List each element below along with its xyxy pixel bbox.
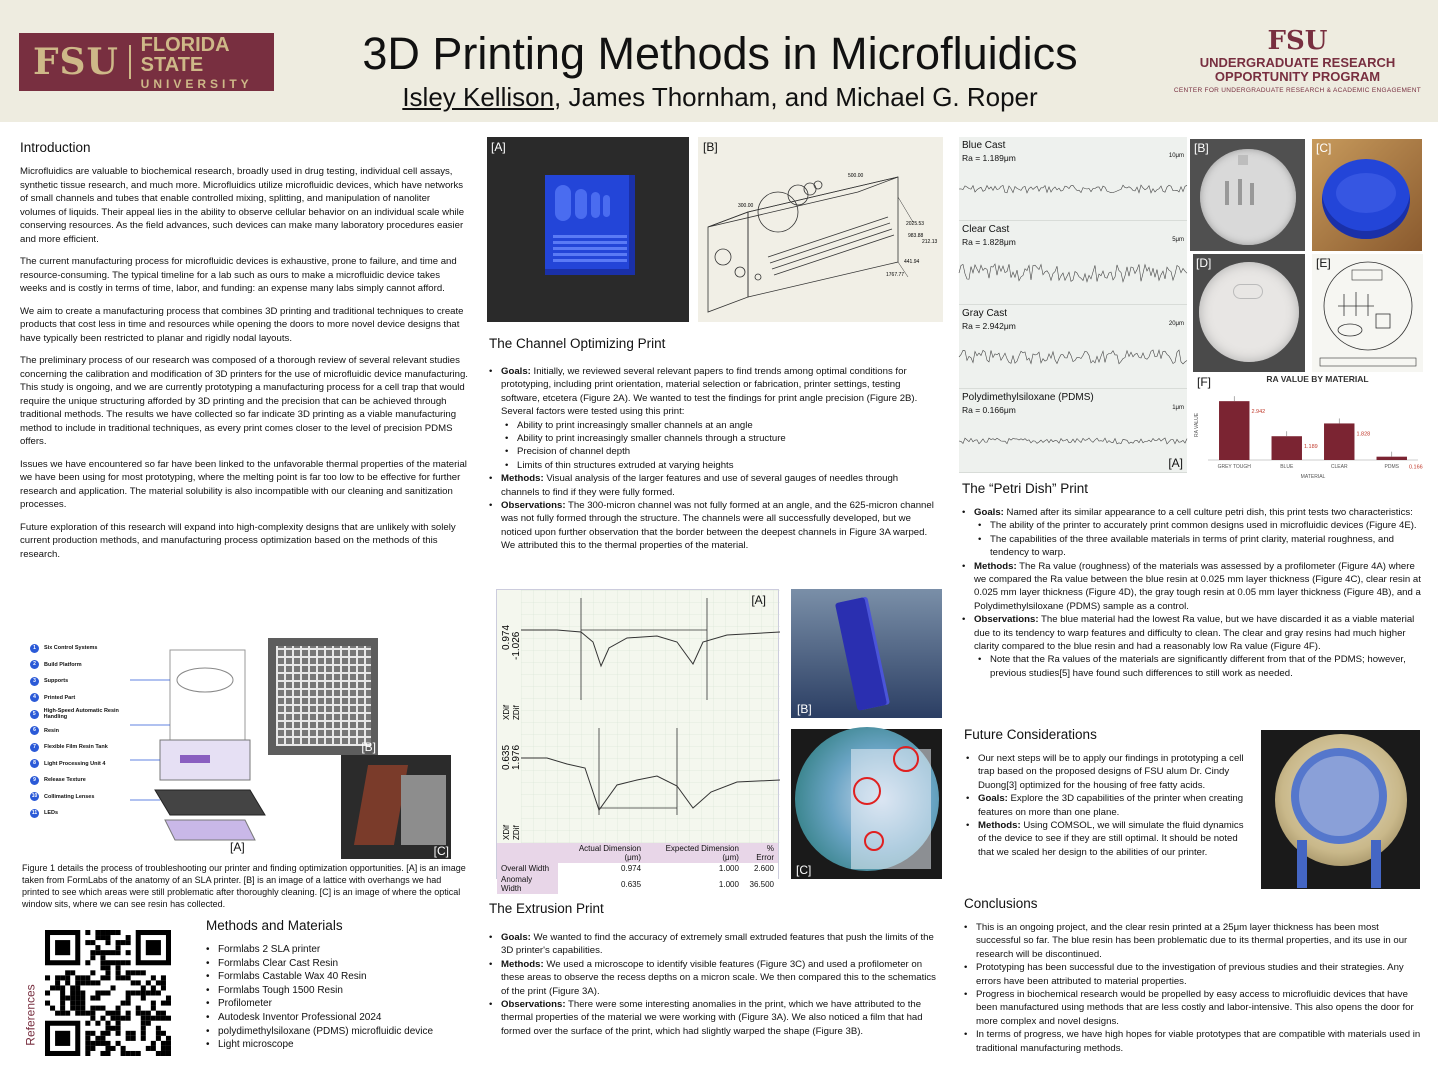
methods-item: • polydimethylsiloxane (PDMS) microfluidic device [206, 1025, 466, 1039]
future-goals-item [966, 792, 1248, 819]
logo-divider [129, 45, 131, 79]
table-cell: 1.000 [645, 863, 743, 874]
fsu-logo-mark: FSU [33, 41, 119, 83]
goals-text: Explore the 3D capabilities of the printer when creating features on more than one plane. [978, 793, 1244, 818]
methods-item: • Formlabs 2 SLA printer [206, 943, 466, 957]
figure-4b-gray-print-photo [1190, 139, 1305, 251]
ra-bar-chart [1190, 372, 1425, 482]
methods-list [206, 943, 466, 1052]
table-header [497, 843, 558, 863]
legend-label: Six Control Systems [44, 645, 98, 652]
profile-scale: 20μm [1168, 321, 1184, 327]
profile-stack [959, 137, 1187, 473]
profile-ra: Ra = 2.942μm [962, 321, 1016, 331]
legend-item [30, 789, 140, 806]
legend-item [30, 673, 140, 690]
fig4-label-f: [F] [1197, 375, 1211, 389]
legend-item [30, 805, 140, 822]
fig4-label-a: [A] [1168, 456, 1183, 470]
chart-x-label: MATERIAL [1300, 474, 1326, 480]
legend-item [30, 772, 140, 789]
figure-2b-channel-schematic [698, 137, 943, 322]
profile-ra: Ra = 0.166μm [962, 405, 1016, 415]
references-label: References [23, 984, 38, 1046]
table-cell: 0.974 [558, 863, 645, 874]
profile-name: Gray Cast [962, 308, 1008, 319]
legend-number: 7 [30, 743, 39, 752]
figure-1c-optical-window-photo [341, 755, 451, 859]
methods-item: • Autodesk Inventor Professional 2024 [206, 1011, 466, 1025]
chart-category-label: PDMS [1384, 464, 1399, 470]
profile-ra: Ra = 1.828μm [962, 237, 1016, 247]
plot2-axis2: ZDif [512, 825, 521, 840]
table-cell: Overall Width [497, 863, 558, 874]
legend-label: High-Speed Automatic Resin Handling [43, 708, 119, 721]
methods-label: Methods: [978, 820, 1021, 832]
chart-data-label: 0.166 [1408, 464, 1423, 471]
legend-number: 8 [30, 759, 39, 768]
profile-name: Blue Cast [962, 140, 1006, 151]
petri-methods-item [962, 560, 1424, 614]
chart-title: RA VALUE BY MATERIAL [1266, 374, 1369, 384]
references-qr-code[interactable] [45, 930, 171, 1056]
fig2-label-a: [A] [491, 140, 506, 154]
chart-category-label: BLUE [1280, 464, 1294, 470]
chart-data-label: 1.828 [1356, 431, 1371, 438]
profilometer-plots [497, 590, 780, 845]
fig4-label-d: [D] [1196, 256, 1212, 270]
poster-title: 3D Printing Methods in Microfluidics [362, 28, 1078, 79]
printer-legend [30, 640, 140, 822]
legend-number: 5 [30, 710, 39, 719]
intro-paragraph: Microfluidics are valuable to biochemical research, broadly used in drug testing, individual cell assays, synthetic tissue research, and much more. Microfluidics utilize microfluidic devices, which have networks of small channels and tubes that enable controlled mixing, splitting, and manipulation of nanoliter volumes of liquids. Their appeal lies in the ability to observe cellular behavior on an individual scale while conserving resources. As the field advances, such devices can make many laboratory procedures easier and more efficient. [20, 166, 465, 245]
methods-label: Methods: [501, 958, 544, 970]
table-cell: 1.000 [645, 874, 743, 894]
methods-heading: Methods and Materials [206, 918, 343, 933]
methods-text: Using COMSOL, we will simulate the fluid dynamics of the device to see if they are still optimal. It should be noted that we scaled her design to the abilities of our printer. [978, 820, 1244, 858]
goals-label: Goals: [501, 932, 531, 943]
legend-item [30, 690, 140, 707]
plot1-value1: 0.974 [501, 624, 512, 650]
legend-item [30, 739, 140, 756]
legend-number: 4 [30, 693, 39, 702]
dim-label: 1767.77 [886, 272, 905, 278]
methods-item: • Formlabs Castable Wax 40 Resin [206, 970, 466, 984]
dim-label: 2025.53 [906, 221, 925, 227]
methods-item: • Profilometer [206, 997, 466, 1011]
urop-logo-line1: UNDERGRADUATE RESEARCH [1199, 55, 1396, 70]
conclusion-item: • In terms of progress, we have high hopes for viable prototypes that are compatible with materials used in traditional manufacturing methods. [964, 1028, 1424, 1055]
extrusion-methods-item [489, 958, 939, 998]
channel-list [489, 365, 939, 553]
urop-logo [1170, 26, 1425, 94]
petri-note-list [974, 653, 1424, 680]
petri-goals-item [962, 506, 1424, 560]
legend-item [30, 640, 140, 657]
legend-item [30, 706, 140, 723]
table-cell: 36.500 [743, 874, 778, 894]
dim-label: 300.00 [738, 203, 754, 209]
co-authors: , James Thornham, and Michael G. Roper [554, 82, 1038, 112]
channel-sub-item: • Ability to print increasingly smaller channels through a structure [505, 432, 939, 445]
fig2-label-b: [B] [703, 140, 718, 154]
legend-label: LEDs [44, 810, 59, 817]
table-header-row [497, 843, 778, 863]
intro-paragraph: The preliminary process of our research was composed of a thorough review of several relevant studies concerning the calibration and modification of 3D printers for the use of microfluidic device manufacturing. This study is ongoing, and we are currently prototyping a manufacturing process for a cell trap that would require the unique structuring afforded by 3D printing and the precision that can be achieved through traditional methods. The results we have collected so far indicate 3D printing as a viable manufacturing method to include in traditional techniques, as every print comes closer to the level of precision PDMS offers. [20, 355, 468, 447]
legend-label: Flexible Film Resin Tank [44, 744, 108, 751]
plot1-value2: -1.026 [511, 631, 522, 660]
observations-text: The blue material had the lowest Ra value, but we have discarded it as a viable material due to its tendency to warp features and difficulty to clean. The clear and gray resins had much higher clarity compared to the blue resin and had a reasonably low Ra value (Figure 4F). [974, 614, 1415, 653]
figure-1b-lattice-photo [268, 638, 378, 755]
legend-number: 9 [30, 776, 39, 785]
fig1-label-c: [C] [433, 844, 449, 858]
methods-item: • Formlabs Tough 1500 Resin [206, 984, 466, 998]
roughness-profile [959, 305, 1187, 389]
table-header: Actual Dimension (μm) [558, 843, 645, 863]
dim-label: 441.94 [904, 259, 920, 265]
profile-ra: Ra = 1.189μm [962, 153, 1016, 163]
channel-sub-item: • Limits of thin structures extruded at varying heights [505, 459, 939, 472]
intro-paragraph: Issues we have encountered so far have been linked to the unfavorable thermal properties of the material we have been using for most prototyping, where the melting point is far too low to be effective for further research and application. The material solubility is also incompatible with our cleaning and sanitization processes. [20, 458, 467, 510]
profile-scale: 10μm [1168, 153, 1184, 159]
profile-scale: 1μm [1172, 405, 1184, 411]
methods-text: We used a microscope to identify visible features (Figure 3C) and used a profilometer on these areas to observe the recess depths on a micron scale. We then compared this to the schematics of the print (Figure 3A). [501, 958, 936, 997]
urop-logo-line2: OPPORTUNITY PROGRAM [1214, 69, 1381, 84]
fig3-label-a: [A] [751, 593, 766, 607]
channel-sub-item: • Precision of channel depth [505, 445, 939, 458]
chart-bar [1324, 423, 1354, 460]
petri-sub-list [974, 519, 1424, 559]
lead-author: Isley Kellison [402, 82, 555, 112]
plot1-axis2: ZDif [512, 705, 521, 720]
plot2-value1: 0.635 [501, 744, 512, 770]
methods-text: The Ra value (roughness) of the materials was assessed by a profilometer (Figure 4A) where we compared the Ra value between the blue resin at 0.025 mm layer thickness (Figure 4C), clear resin at 0.025 mm layer thickness (Figure 4D), the gray tough resin at 0.05 mm layer thickness (Figure 4B), and a Polydimethylsiloxane (PDMS) sample as a control. [974, 560, 1421, 612]
legend-label: Release Texture [44, 777, 86, 784]
fsu-logo-line2: UNIVERSITY [140, 76, 253, 91]
chart-bar [1272, 436, 1302, 460]
extrusion-goals-item [489, 931, 939, 958]
chart-y-label: RA VALUE [1194, 412, 1200, 438]
legend-item [30, 756, 140, 773]
figure-1a-printer-anatomy [30, 640, 260, 860]
methods-label: Methods: [501, 473, 544, 485]
references-label-box [20, 980, 40, 1055]
petri-note: • Note that the Ra values of the materials are significantly different from that of the PDMS; however, previous studies[5] have found such differences to still work as needed. [978, 653, 1424, 680]
legend-number: 10 [31, 793, 38, 800]
extrusion-heading: The Extrusion Print [489, 901, 604, 916]
channel-sub-item: • Ability to print increasingly smaller channels at an angle [505, 419, 939, 432]
petri-sub-item: • The ability of the printer to accurately print common designs used in microfluidic devices (Figure 4E). [978, 519, 1424, 532]
poster-authors [300, 82, 1140, 113]
legend-number: 6 [30, 726, 39, 735]
future-heading: Future Considerations [964, 727, 1097, 742]
petri-sub-item: • The capabilities of the three available materials in terms of print clarity, material roughness, and tendency to warp. [978, 533, 1424, 560]
figure-3b-warped-print-photo [791, 589, 942, 718]
dim-label: 500.00 [848, 173, 864, 179]
dim-label: 212.13 [922, 239, 938, 245]
conclusion-item: • Prototyping has been successful due to the investigation of previous studies and their strategies. Any errors have been attributed to material properties. [964, 961, 1424, 988]
legend-number: 2 [30, 660, 39, 669]
plot1-axis1: XDif [502, 704, 511, 720]
observations-text: The 300-micron channel was not fully formed at an angle, and the 625-micron channel was not fully formed through the structure. The channels were all successfully developed, but we noticed upon further observation that the border between the deepest channels in Figure 3A warped. We attributed this to the thermal properties of the material. [501, 500, 934, 552]
plot2-axis1: XDif [502, 824, 511, 840]
chart-data-label: 2.942 [1251, 409, 1266, 416]
conclusions-heading: Conclusions [964, 896, 1038, 911]
roughness-profile [959, 389, 1187, 473]
legend-label: Collimating Lenses [44, 793, 95, 800]
legend-label: Printed Part [44, 694, 76, 701]
urop-logo-line3: CENTER FOR UNDERGRADUATE RESEARCH & ACADEMIC ENGAGEMENT [1173, 87, 1422, 94]
figure-2a-channel-print-photo [487, 137, 689, 322]
table-header: % Error [743, 843, 778, 863]
fig1-label-b: [B] [361, 740, 376, 754]
fsu-logo-line1: FLORIDA STATE [140, 33, 229, 76]
urop-logo-mark: FSU [1267, 26, 1328, 56]
observations-label: Observations: [501, 999, 566, 1011]
dim-label: 983.88 [908, 233, 924, 239]
future-methods-item [966, 819, 1248, 859]
chart-data-label: 1.189 [1303, 444, 1318, 451]
observations-label: Observations: [974, 614, 1039, 626]
intro-heading: Introduction [20, 140, 91, 155]
legend-label: Resin [44, 727, 59, 734]
legend-number: 11 [31, 809, 38, 816]
channel-heading: The Channel Optimizing Print [489, 336, 666, 351]
dimension-table [497, 843, 778, 894]
table-header: Expected Dimension (μm) [645, 843, 743, 863]
figure-4a-roughness-profiles [959, 137, 1187, 473]
fsu-logo [19, 33, 274, 91]
goals-text: Initially, we reviewed several relevant papers to find trends among optimal conditions for prototyping, including print orientation, material selection or fabrication, printer settings, testing software, etcetera (Figure 2A). We wanted to test the findings for print angle precision (Figure 2B). Several factors were tested using this print: [501, 366, 918, 418]
observations-label: Observations: [501, 500, 566, 512]
table-row [497, 874, 778, 894]
legend-item [30, 723, 140, 740]
legend-label: Light Processing Unit 4 [44, 760, 106, 767]
channel-sub-list [501, 419, 939, 473]
fig3-label-b: [B] [797, 702, 812, 716]
conclusions-list [964, 921, 1424, 1055]
table-cell: 0.635 [558, 874, 645, 894]
figure-3c-microscope-photo [791, 729, 942, 879]
table-row [497, 863, 778, 874]
channel-observations-item [489, 499, 939, 553]
profile-scale: 5μm [1172, 237, 1184, 243]
printer-diagram [130, 640, 280, 850]
chart-bar [1377, 457, 1407, 460]
petri-observations-item [962, 613, 1424, 680]
figure-4c-blue-print-photo [1312, 139, 1422, 251]
profile-name: Polydimethylsiloxane (PDMS) [962, 392, 1094, 403]
chart-category-label: CLEAR [1330, 464, 1348, 470]
channel-goals-item [489, 365, 939, 472]
intro-body [20, 165, 468, 570]
cell-trap-microscope-photo [1261, 730, 1420, 889]
intro-paragraph: The current manufacturing process for microfluidic devices is exhaustive, prone to failure, and time and resource-consuming. The typical timeline for a lab such as ours to make a microfluidic device takes weeks and is costly in terms of time, labor, and funding: an expense many labs simply cannot afford. [20, 256, 457, 294]
goals-label: Goals: [974, 507, 1004, 518]
legend-label: Build Platform [44, 661, 82, 668]
goals-text: We wanted to find the accuracy of extremely small extruded features that push the limits of the 3D printer's capabilities. [501, 932, 934, 957]
goals-label: Goals: [501, 366, 531, 377]
legend-number: 1 [30, 644, 39, 653]
chart-bar [1219, 401, 1249, 460]
methods-label: Methods: [974, 560, 1017, 572]
petri-heading: The “Petri Dish” Print [962, 481, 1089, 496]
extrusion-list [489, 931, 939, 1038]
extrusion-observations-item [489, 998, 939, 1038]
observations-text: There were some interesting anomalies in the print, which we have attributed to the thermal properties of the material we were working with (Figure 3A). We also noticed a film that had formed over the surface of the print, which had slightly warped the shape (Figure 3B). [501, 999, 923, 1037]
figure-4e-petri-schematic [1312, 254, 1423, 372]
table-cell: 2.600 [743, 863, 778, 874]
table-cell: Anomaly Width [497, 874, 558, 894]
figure-1-caption: Figure 1 details the process of troubleshooting our printer and finding optimization opportunities. [A] is an image taken from FormLabs of the anatomy of an SLA printer. [B] is an image of a lattice with overhangs we had printed to see which areas were still problematic after thoroughly cleaning. [C] is an image of where the optical window sits, where we can see resin has collected. [22, 863, 466, 909]
roughness-profile [959, 137, 1187, 221]
channel-methods-item [489, 472, 939, 499]
roughness-profile [959, 221, 1187, 305]
methods-item: • Light microscope [206, 1038, 466, 1052]
chart-category-label: GREY TOUGH [1217, 464, 1251, 470]
fig3-label-c: [C] [796, 863, 812, 877]
future-list [966, 752, 1248, 859]
legend-label: Supports [44, 678, 69, 685]
petri-list [962, 506, 1424, 680]
future-item: • Our next steps will be to apply our findings in prototyping a cell trap based on the proposed designs of FSU alum Dr. Cindy Duong[3] optimized for the housing of free fatty acids. [966, 752, 1248, 792]
profile-name: Clear Cast [962, 224, 1010, 235]
plot2-value2: 1.976 [511, 744, 522, 770]
fig4-label-e: [E] [1316, 256, 1331, 270]
intro-paragraph: Future exploration of this research will expand into high-complexity designs that are unlikely with solely current production methods, and manufacturing process optimization based on the methods of this research. [20, 521, 456, 560]
methods-item: • Formlabs Clear Cast Resin [206, 957, 466, 971]
fig4-label-b: [B] [1194, 141, 1209, 155]
methods-text: Visual analysis of the larger features and use of several gauges of needles through channels to find if they were fully formed. [501, 473, 899, 498]
figure-4d-clear-print-photo [1193, 254, 1305, 372]
figure-4f-ra-chart [1190, 372, 1425, 484]
intro-paragraph: We aim to create a manufacturing process that combines 3D printing and traditional techniques to create products that cost less in time and resources while opening the doors to more novel device designs that have typically been restricted to planar and rigidly nodal layouts. [20, 305, 464, 344]
figure-3a-profilometer [496, 589, 779, 893]
goals-label: Goals: [978, 793, 1008, 805]
conclusion-item: • This is an ongoing project, and the clear resin printed at a 25μm layer thickness has been most successful so far. The blue resin has been problematic due to its thermal properties, and its use in our research will be discontinued. [964, 921, 1424, 961]
petri-schematic-drawing [1312, 254, 1423, 372]
goals-text: Named after its similar appearance to a cell culture petri dish, this print tests two characteristics: [1006, 507, 1413, 518]
conclusion-item: • Progress in biochemical research would be propelled by easy access to microfluidic devices that have been manufactured using methods that are less costly and labor-intensive. This also opens the door for more complex and novel designs. [964, 988, 1424, 1028]
legend-number: 3 [30, 677, 39, 686]
fig4-label-c: [C] [1316, 141, 1332, 155]
legend-item [30, 657, 140, 674]
channel-schematic-drawing [698, 137, 943, 322]
fig1-label-a: [A] [230, 840, 245, 854]
